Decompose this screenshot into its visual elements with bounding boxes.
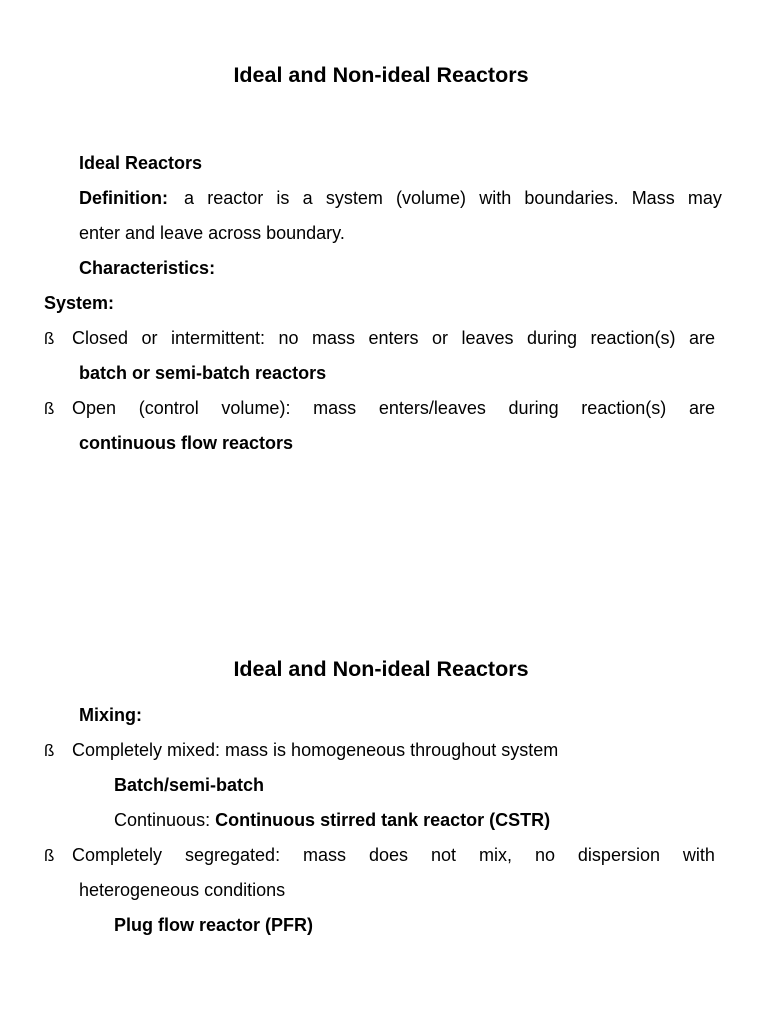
batch-reactors-label: batch or semi-batch reactors	[79, 363, 327, 383]
word: not	[431, 845, 457, 865]
word: does	[369, 845, 409, 865]
word: mix,	[478, 845, 512, 865]
bullet-segregated-line-1	[72, 845, 715, 866]
word: (control	[138, 398, 199, 418]
word: a	[302, 188, 313, 208]
word: mass	[303, 845, 347, 865]
ideal-reactors-heading: Ideal Reactors	[79, 153, 203, 173]
word: is	[276, 188, 290, 208]
word: reactor	[207, 188, 264, 208]
bullet-icon: ß	[44, 741, 55, 760]
slide2-title: Ideal and Non-ideal Reactors	[233, 657, 529, 681]
word: segregated:	[185, 845, 281, 865]
bullet-open-line-1	[72, 398, 715, 419]
word: reaction(s)	[590, 328, 676, 348]
word: intermittent:	[170, 328, 266, 348]
bullet-icon: ß	[44, 846, 55, 865]
word: enters	[368, 328, 419, 348]
bullet-segregated-line-2: heterogeneous conditions	[79, 880, 286, 900]
bullet-icon: ß	[44, 399, 55, 418]
word: Mass	[631, 188, 675, 208]
word: no	[534, 845, 555, 865]
word: system	[325, 188, 383, 208]
slide1-title: Ideal and Non-ideal Reactors	[233, 63, 529, 87]
word: a	[184, 188, 195, 208]
word: dispersion	[577, 845, 660, 865]
word: are	[688, 328, 715, 348]
batch-semi-batch-label: Batch/semi-batch	[114, 775, 265, 795]
word: Open	[72, 398, 117, 418]
system-label: System:	[44, 293, 115, 313]
definition-line-1	[184, 188, 722, 209]
word: or	[141, 328, 158, 348]
pfr-label: Plug flow reactor (PFR)	[114, 915, 314, 935]
bullet-icon: ß	[44, 329, 55, 348]
definition-line-2: enter and leave across boundary.	[79, 223, 345, 243]
continuous-prefix: Continuous:	[114, 810, 211, 830]
word: during	[508, 398, 559, 418]
word: mass	[313, 398, 357, 418]
definition-label: Definition:	[79, 188, 168, 208]
word: mass	[312, 328, 356, 348]
word: no	[278, 328, 299, 348]
word: or	[431, 328, 448, 348]
word: are	[688, 398, 715, 418]
word: Closed	[72, 328, 129, 348]
word: (volume)	[396, 188, 467, 208]
word: may	[687, 188, 722, 208]
continuous-flow-label: continuous flow reactors	[79, 433, 294, 453]
mixing-label: Mixing:	[79, 705, 142, 725]
word: reaction(s)	[581, 398, 667, 418]
cstr-label: Continuous stirred tank reactor (CSTR)	[215, 810, 551, 830]
bullet-closed-line-1	[72, 328, 715, 349]
completely-mixed-text: Completely mixed: mass is homogeneous throughout system	[72, 740, 559, 760]
word: Completely	[72, 845, 163, 865]
word: boundaries.	[524, 188, 619, 208]
word: leaves	[461, 328, 514, 348]
word: enters/leaves	[378, 398, 486, 418]
word: volume):	[221, 398, 291, 418]
characteristics-label: Characteristics:	[79, 258, 216, 278]
word: with	[479, 188, 512, 208]
word: with	[682, 845, 715, 865]
continuous-line	[114, 810, 550, 831]
word: during	[526, 328, 578, 348]
